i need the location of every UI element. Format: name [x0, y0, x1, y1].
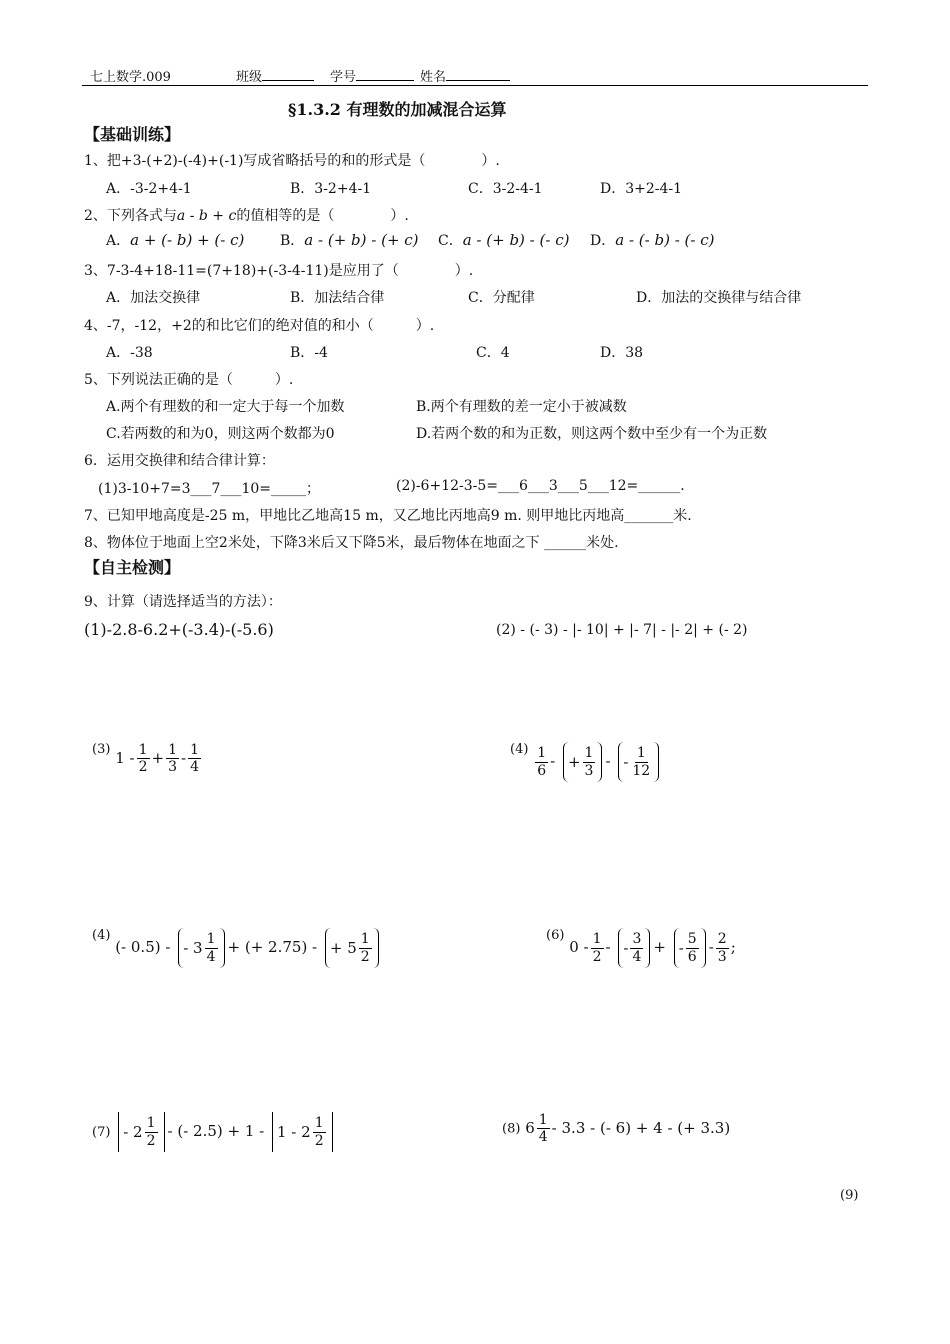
q2-option-d [590, 230, 714, 250]
q9-part5 [92, 928, 382, 968]
q9-p6-expr: 0 - $\frac{1}{2}$ - - $\frac{3}{4}$ + - $\frac{5}{6}$ - $\frac{2}{3}$ ; [569, 938, 736, 956]
q2-c-label: C． [438, 233, 463, 249]
q9-p2-label: (2) [496, 622, 516, 638]
q6-part2: (2)-6+12-3-5=___6___3___5___12=______. [396, 478, 685, 494]
header-rule [82, 85, 868, 86]
header-course: 七上数学.009 [90, 70, 171, 85]
q9-stem: 9、计算（请选择适当的方法）： [84, 594, 282, 610]
q2-c-expr: a - (+ b) - (- c) [462, 231, 570, 249]
q9-p3-label: (3) [92, 742, 111, 757]
q2-a-label: A． [106, 233, 131, 249]
q2-stem-expr: a - b + c [176, 208, 237, 224]
q2-b-expr: a - (+ b) - (+ c) [304, 231, 419, 249]
q9-p3-expr: 1 - $\frac{1}{2}$ + $\frac{1}{3}$ - $\frac{1}{4}$ [115, 742, 200, 776]
q6-stem: 6．运用交换律和结合律计算： [84, 453, 275, 469]
section-self-test: 【自主检测】 [84, 558, 181, 577]
q4-option-a: A．-38 [106, 345, 153, 361]
q5-option-b: B.两个有理数的差一定小于被减数 [416, 399, 627, 415]
q9-p5-label: (4) [92, 928, 111, 943]
q1-option-c: C．3-2-4-1 [468, 181, 543, 197]
q9-p8-expr: 6 $\frac{1}{4}$ - 3.3 - (- 6) + 4 - (+ 3.3) [525, 1112, 731, 1146]
q3-option-a: A．加法交换律 [106, 290, 201, 306]
class-blank [262, 80, 314, 81]
q9-p7-label: (7) [92, 1125, 111, 1140]
q2-b-label: B． [280, 233, 305, 249]
section-basic: 【基础训练】 [84, 125, 181, 144]
page-title: §1.3.2 有理数的加减混合运算 [288, 100, 507, 119]
q4-stem: 4、-7，-12，+2的和比它们的绝对值的和小（ ）. [84, 318, 435, 334]
class-label: 班级 [236, 70, 263, 85]
q8: 8、物体位于地面上空2米处，下降3米后又下降5米，最后物体在地面之下 ______米处. [84, 535, 619, 551]
q4-option-c: C．4 [476, 345, 510, 361]
q9-p2-expr: - (- 3) - |- 10| + |- 7| - |- 2| + (- 2) [520, 622, 748, 638]
q9-p8-label: (8) [502, 1121, 521, 1137]
q5-option-d: D.若两个数的和为正数，则这两个数中至少有一个为正数 [416, 426, 768, 442]
q2-d-label: D． [590, 233, 616, 249]
name-blank [446, 80, 510, 81]
q9-part3 [92, 742, 203, 775]
q1-option-d: D．3+2-4-1 [600, 181, 683, 197]
q9-part6 [546, 928, 736, 968]
q3-option-b: B．加法结合律 [290, 290, 385, 306]
q1-option-b: B．3-2+4-1 [290, 181, 372, 197]
id-blank [356, 80, 414, 81]
q9-part8 [502, 1112, 730, 1145]
q2-a-expr: a + (- b) + (- c) [130, 231, 245, 249]
q5-stem: 5、下列说法正确的是（ ）. [84, 372, 294, 388]
q2-option-a [106, 230, 244, 250]
name-label: 姓名 [420, 70, 447, 85]
q3-stem: 3、7-3-4+18-11=(7+18)+(-3-4-11)是应用了（ ）. [84, 263, 474, 279]
q3-option-d: D．加法的交换律与结合律 [636, 290, 802, 306]
q2-option-b [280, 230, 419, 250]
q3-option-c: C．分配律 [468, 290, 535, 306]
q9-part4 [510, 742, 662, 782]
q6-part1: (1)3-10+7=3___7___10=_____； [98, 481, 321, 497]
q4-option-b: B．-4 [290, 345, 328, 361]
q1-option-a: A．-3-2+4-1 [106, 181, 192, 197]
q9-p7-expr: - 2 $\frac{1}{2}$ - (- 2.5) + 1 - 1 - 2 $\frac{1}{2}$ [115, 1122, 335, 1140]
q9-part1: (1)-2.8-6.2+(-3.4)-(-5.6) [84, 620, 274, 639]
q1-stem: 1、把+3-(+2)-(-4)+(-1)写成省略括号的和的形式是（ ）. [84, 153, 500, 169]
q4-option-d: D．38 [600, 345, 644, 361]
header-name [420, 66, 510, 85]
q9-p5-expr: (- 0.5) - - 3 $\frac{1}{4}$ + (+ 2.75) - + 5 $\frac{1}{2}$ [115, 938, 382, 956]
q2-stem-pre: 2、下列各式与 [84, 208, 177, 224]
q2-option-c [438, 230, 569, 250]
q9-p4-label: (4) [510, 742, 529, 757]
id-label: 学号 [330, 70, 357, 85]
q2-d-expr: a - (- b) - (- c) [615, 231, 715, 249]
header-id [330, 66, 414, 85]
q9-p4-expr: $\frac{1}{6}$ - + $\frac{1}{3}$ - - $\frac{1}{12}$ [533, 752, 662, 770]
q9-part2 [496, 622, 748, 638]
q5-option-a: A.两个有理数的和一定大于每一个加数 [106, 399, 345, 415]
header-class [236, 66, 314, 85]
q9-p6-label: (6) [546, 928, 565, 943]
q7: 7、已知甲地高度是-25 m，甲地比乙地高15 m，又乙地比丙地高9 m. 则甲地比丙地高_______米. [84, 508, 692, 524]
q5-option-c: C.若两数的和为0，则这两个数都为0 [106, 426, 335, 442]
q2-stem-post: 的值相等的是（ ）. [236, 208, 409, 224]
q2-stem [84, 205, 409, 225]
page-number: (9) [840, 1188, 859, 1203]
q9-part7 [92, 1112, 336, 1152]
